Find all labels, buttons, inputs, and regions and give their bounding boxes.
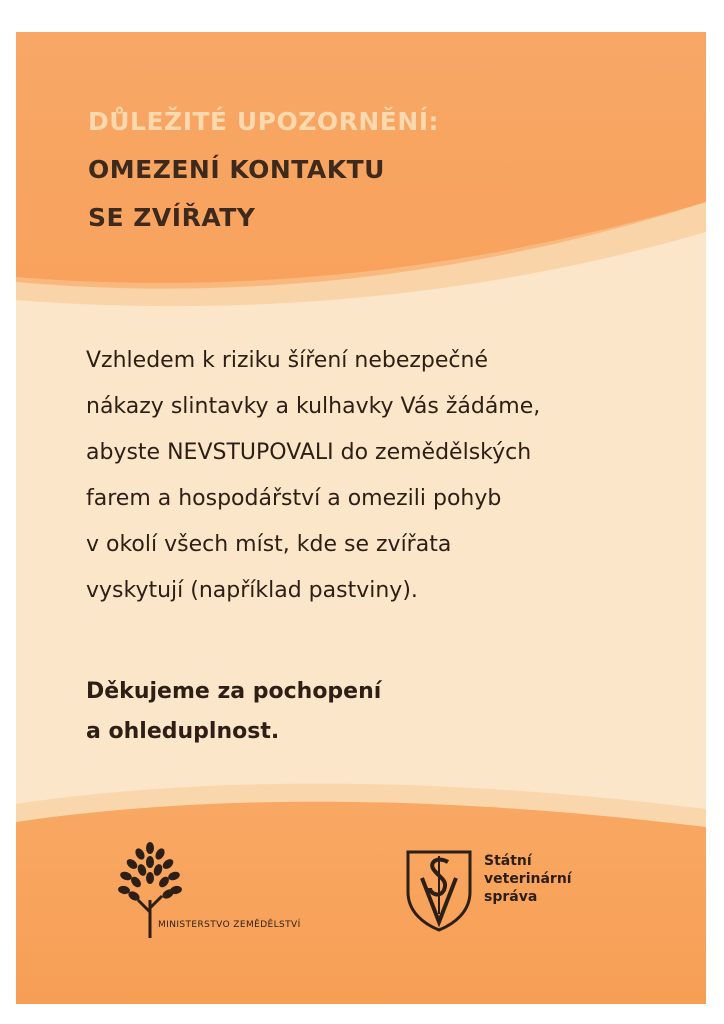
svs-name <box>484 852 572 906</box>
notice-body <box>86 338 686 614</box>
page-title-line-1: OMEZENÍ KONTAKTU <box>88 155 385 184</box>
svs-logo <box>404 848 624 938</box>
body-line: nákazy slintavky a kulhavky Vás žádáme, <box>86 394 541 419</box>
svs-line-2: veterinární <box>484 871 572 887</box>
page-title-line-2: SE ZVÍŘATY <box>88 203 256 232</box>
body-line: Vzhledem k riziku šíření nebezpečné <box>86 348 488 373</box>
header <box>88 98 648 242</box>
body-line: vyskytují (například pastviny). <box>86 578 418 603</box>
thanks-message <box>86 672 646 752</box>
svs-line-3: správa <box>484 889 538 905</box>
ministry-logo <box>112 840 372 950</box>
thanks-line-2: a ohleduplnost. <box>86 719 280 744</box>
shield-icon <box>404 848 474 934</box>
poster <box>16 32 706 1004</box>
ministry-label: MINISTERSTVO ZEMĚDĚLSTVÍ <box>158 920 301 930</box>
svs-line-1: Státní <box>484 853 532 869</box>
alert-label: DŮLEŽITÉ UPOZORNĚNÍ: <box>88 107 440 136</box>
body-line: v okolí všech míst, kde se zvířata <box>86 532 452 557</box>
body-line: farem a hospodářství a omezili pohyb <box>86 486 502 511</box>
thanks-line-1: Děkujeme za pochopení <box>86 679 382 704</box>
body-line: abyste NEVSTUPOVALI do zemědělských <box>86 440 532 465</box>
